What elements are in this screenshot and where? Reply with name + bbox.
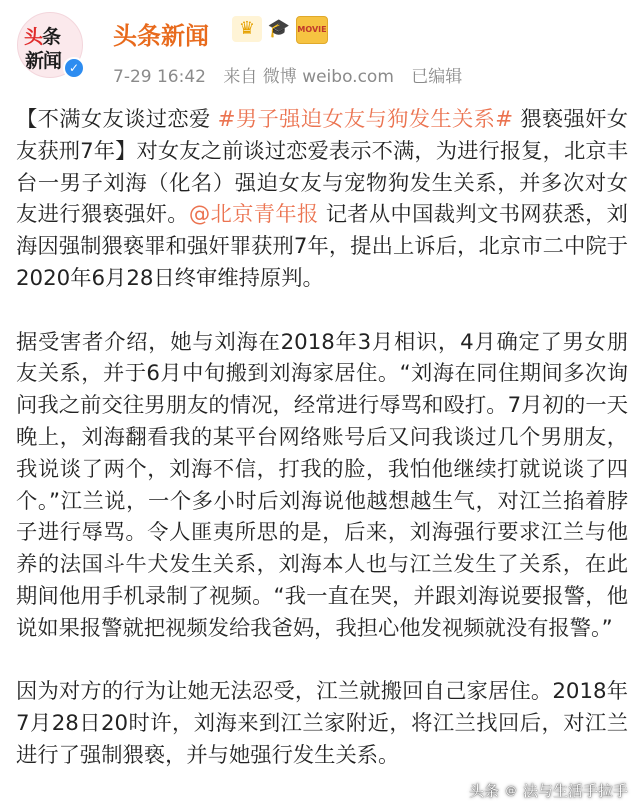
post-paragraph-1 [16,104,628,295]
verified-icon: ✓ [63,57,85,79]
watermark-account: 法与生活手拉手 [522,781,628,800]
mention-link[interactable]: @北京青年报 [188,202,319,228]
movie-badge-icon[interactable]: MOVIE [296,16,328,44]
post-text: 猥亵强奸女友获刑7年】对女友之前谈过恋爱表示不满，为进行报复，北京丰台一男子刘海（化名）强迫女友与宠物狗发生关系，并多次对女友进行猥亵强奸。 [16,107,628,228]
edited-label[interactable]: 已编辑 [411,67,463,87]
post-header [0,0,640,95]
avatar-logo-line2: 新闻 [25,50,62,72]
post-text: 记者从中国裁判文书网获悉，刘海因强制猥亵罪和强奸罪获刑7年，提出上诉后，北京市二中院于2020年6月28日终审维持原判。 [16,202,628,291]
username[interactable]: 头条新闻 [113,22,209,50]
post-text: 【不满女友谈过恋爱 [16,107,218,132]
post-paragraph-3: 因为对方的行为让她无法忍受，江兰就搬回自己家居住。2018年7月28日20时许，刘海来到江兰家附近，将江兰找回后，对江兰进行了强制猥亵，并与她强行发生关系。 [16,679,628,768]
watermark-prefix: 头条 [468,781,499,800]
crown-badge-icon[interactable]: ♛ [232,16,262,42]
watermark-at-icon: @ [501,781,521,801]
avatar-logo-line1: 头条 [24,26,61,48]
hashtag-topic-link[interactable]: #男子强迫女友与狗发生关系# [217,107,514,132]
post-paragraph-2: 据受害者介绍，她与刘海在2018年3月相识，4月确定了男女朋友关系，并于6月中旬搬到刘海家居住。“刘海在同住期间多次询问我之前交往男朋友的情况，经常进行辱骂和殴打。7月初的一天晚上，刘海翻看我的某平台网络账号后又问我谈过几个男朋友，我说谈了两个，刘海不信，打我的脸，我怕他继续打就说谈了四个。”江兰说，一个多小时后刘海说他越想越生气，对江兰掐着脖子进行辱骂。令人匪夷所思的是，后来，刘海强行要求江兰与他养的法国斗牛犬发生关系，刘海本人也与江兰发生了关系，在此期间他用手机录制了视频。“我一直在哭，并跟刘海说要报警，他说如果报警就把视频发给我爸妈，我担心他发视频就没有报警。” [16,329,628,641]
post-meta [113,62,474,87]
post-source: 来自 微博 weibo.com [223,67,394,87]
post-time[interactable]: 7-29 16:42 [113,67,206,87]
post-body [16,104,628,772]
graduation-cap-badge-icon[interactable]: 🎓 [267,18,291,39]
watermark [469,780,628,802]
